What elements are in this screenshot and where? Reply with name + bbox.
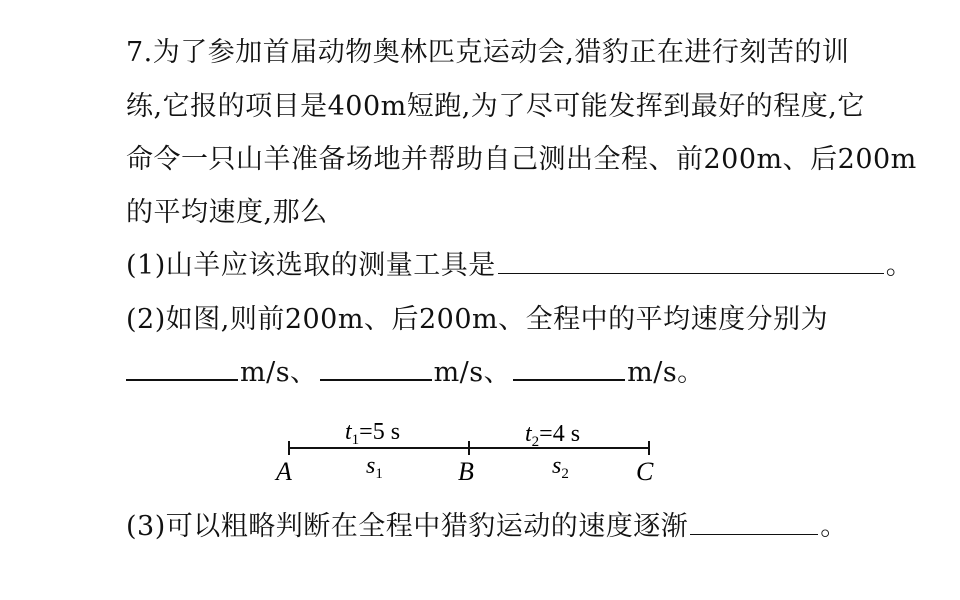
part-2-line	[126, 303, 828, 337]
question-line-3	[126, 143, 917, 177]
point-c-label: C	[636, 457, 654, 486]
speed-last-200m-blank[interactable]	[320, 359, 432, 381]
speed-first-200m-blank[interactable]	[126, 359, 238, 381]
part-3-answer-blank[interactable]	[690, 514, 818, 535]
question-text-1: 7.为了参加首届动物奥林匹克运动会,猎豹正在进行刻苦的训	[126, 37, 850, 68]
t2-label: $t_2=4$ s	[525, 421, 581, 450]
diagram-svg	[270, 410, 690, 490]
question-line-1	[126, 36, 849, 70]
t1-label: $t_1=5$ s	[345, 419, 401, 448]
part-2-text: (2)如图,则前200m、后200m、全程中的平均速度分别为	[126, 304, 829, 335]
part-2-answers-line	[126, 356, 705, 390]
unit-1: m/s、	[240, 357, 318, 388]
speed-total-blank[interactable]	[513, 359, 625, 381]
question-text-4: 的平均速度,那么	[126, 197, 328, 228]
part-3-text: (3)可以粗略判断在全程中猎豹运动的速度逐渐	[126, 511, 689, 542]
part-1-text: (1)山羊应该选取的测量工具是	[126, 250, 496, 281]
question-text-3: 命令一只山羊准备场地并帮助自己测出全程、前200m、后200m	[126, 144, 917, 175]
s1-label: $s_1$	[366, 453, 383, 482]
unit-2: m/s、	[433, 357, 512, 388]
part-1-end-punct: 。	[885, 250, 914, 281]
part-1-answer-blank[interactable]	[498, 253, 884, 274]
s2-label: $s_2$	[552, 453, 569, 482]
unit-3: m/s。	[627, 357, 705, 388]
question-text-2: 练,它报的项目是400m短跑,为了尽可能发挥到最好的程度,它	[126, 91, 865, 122]
question-line-4	[126, 196, 328, 230]
part-1-line	[126, 249, 913, 283]
point-a-label: A	[276, 457, 292, 486]
distance-time-diagram	[270, 410, 690, 490]
part-3-end-punct: 。	[820, 511, 848, 542]
part-3-line	[126, 510, 848, 544]
point-b-label: B	[458, 457, 474, 486]
question-line-2	[126, 90, 865, 124]
